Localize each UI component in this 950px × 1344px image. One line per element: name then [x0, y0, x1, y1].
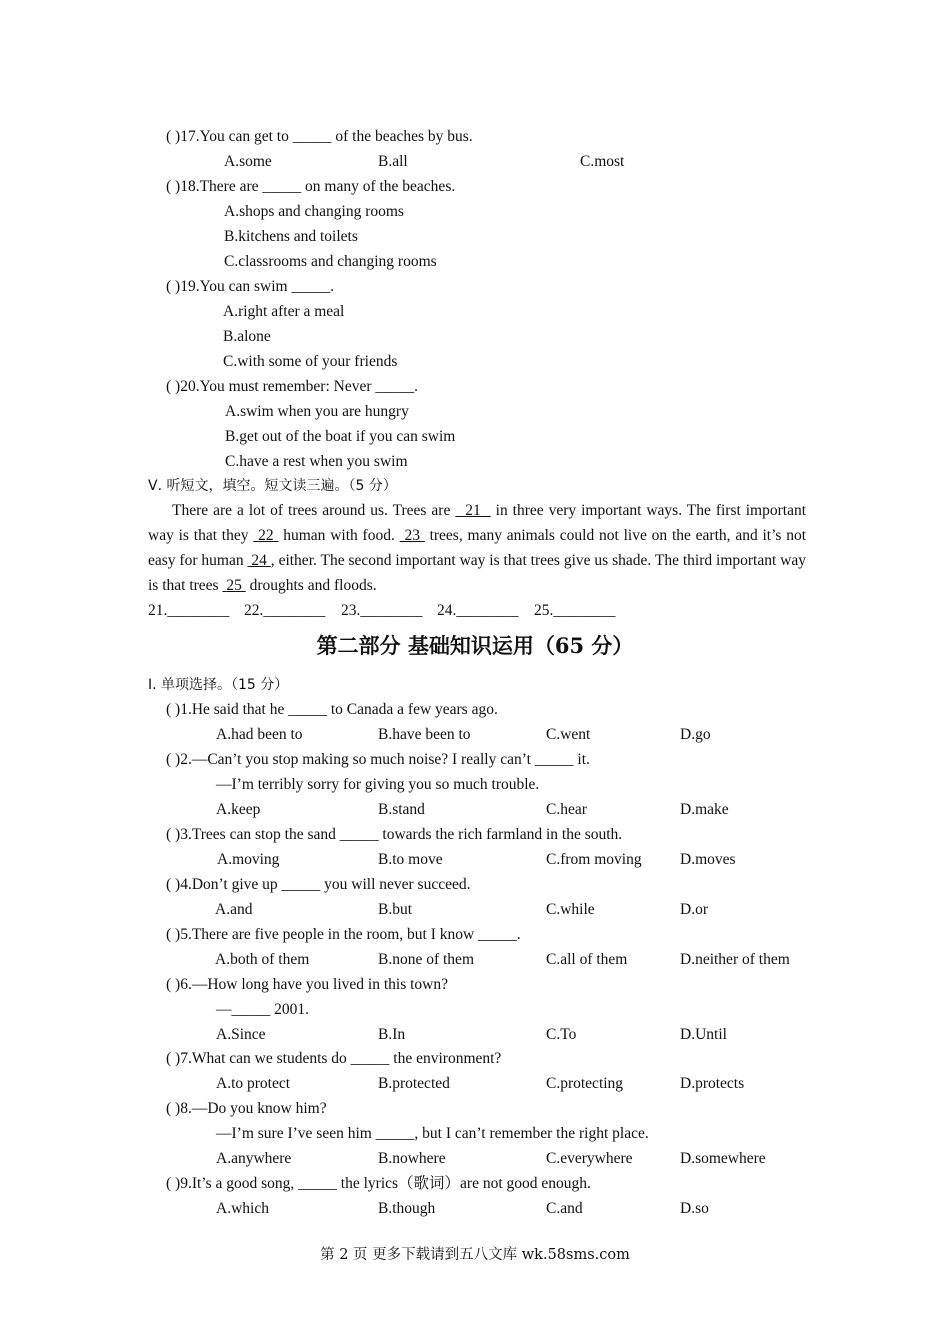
option-b: B.all: [378, 153, 408, 170]
option-a: A.swim when you are hungry: [225, 403, 409, 420]
passage-text: human with food.: [278, 527, 400, 544]
option-a: A.Since: [216, 1026, 266, 1043]
question-20: [166, 377, 418, 397]
option-a: A.anywhere: [216, 1150, 292, 1167]
option-a: A.and: [215, 901, 253, 918]
option-c: C.while: [546, 901, 595, 918]
question-reply: —_____ 2001.: [216, 1001, 309, 1018]
option-b: B.nowhere: [378, 1150, 446, 1167]
option-d: D.neither of them: [680, 951, 790, 968]
option-b: B.kitchens and toilets: [224, 228, 358, 245]
question-stem: 7.What can we students do _____ the environment?: [180, 1050, 502, 1067]
answer-paren: ( ): [166, 1100, 181, 1117]
answer-paren: ( ): [166, 751, 181, 768]
question-1: [166, 700, 498, 720]
passage-text: trees, many animals could not live on the earth, and it’s not easy for human: [148, 527, 807, 569]
answer-paren: ( ): [166, 826, 181, 843]
answer-paren: ( ): [166, 701, 181, 718]
question-18: [166, 177, 455, 197]
option-c: C.all of them: [546, 951, 628, 968]
question-stem: 18.There are _____ on many of the beaches.: [180, 178, 456, 195]
option-a: A.some: [224, 153, 272, 170]
option-b: B.have been to: [378, 726, 471, 743]
option-b: B.though: [378, 1200, 436, 1217]
answer-paren: ( ): [166, 926, 181, 943]
question-6: [166, 975, 448, 995]
option-c: C.To: [546, 1026, 577, 1043]
blank-21: 21: [465, 502, 481, 519]
option-b: B.In: [378, 1026, 406, 1043]
question-stem: 1.He said that he _____ to Canada a few years ago.: [180, 701, 498, 718]
question-stem: 9.It’s a good song, _____ the lyrics（歌词）are not good enough.: [180, 1175, 591, 1192]
question-4: [166, 875, 470, 895]
answer-paren: ( ): [166, 278, 181, 295]
option-b: B.to move: [378, 851, 443, 868]
option-c: C.went: [546, 726, 591, 743]
answer-paren: ( ): [166, 876, 181, 893]
page-footer: 第 2 页 更多下载请到五八文库 wk.58sms.com: [320, 1247, 630, 1263]
option-d: D.moves: [680, 851, 736, 868]
option-b: B.none of them: [378, 951, 474, 968]
option-a: A.both of them: [215, 951, 310, 968]
question-stem: 4.Don’t give up _____ you will never succeed.: [180, 876, 471, 893]
blank-24: 24: [251, 552, 267, 569]
question-stem: 5.There are five people in the room, but I know _____.: [180, 926, 521, 943]
passage-text: in three very important ways. The first important way is that they: [148, 502, 807, 544]
option-d: D.or: [680, 901, 708, 918]
option-b: B.protected: [378, 1075, 450, 1092]
answer-blank-24: 24.________: [437, 602, 519, 619]
option-c: C.from moving: [546, 851, 642, 868]
passage-text: There are a lot of trees around us. Trees are: [172, 502, 456, 519]
option-a: A.right after a meal: [223, 303, 345, 320]
part-2-title: 第二部分 基础知识运用（65 分）: [316, 633, 634, 658]
question-17: [166, 127, 473, 147]
option-c: C.protecting: [546, 1075, 624, 1092]
option-b: B.get out of the boat if you can swim: [225, 428, 456, 445]
option-a: A.which: [216, 1200, 269, 1217]
question-5: [166, 925, 521, 945]
option-a: A.moving: [217, 851, 280, 868]
option-c: C.most: [580, 153, 625, 170]
option-d: D.make: [680, 801, 729, 818]
answer-paren: ( ): [166, 128, 181, 145]
answer-paren: ( ): [166, 178, 181, 195]
option-d: D.so: [680, 1200, 709, 1217]
blank-22: 22: [258, 527, 274, 544]
answer-blank-25: 25.________: [534, 602, 616, 619]
option-c: C.classrooms and changing rooms: [224, 253, 437, 270]
question-stem: 17.You can get to _____ of the beaches by bus.: [180, 128, 473, 145]
option-a: A.had been to: [216, 726, 303, 743]
question-7: [166, 1049, 501, 1069]
option-b: B.alone: [223, 328, 271, 345]
question-stem: 8.—Do you know him?: [180, 1100, 327, 1117]
answer-paren: ( ): [166, 1050, 181, 1067]
question-stem: 2.—Can’t you stop making so much noise? I really can’t _____ it.: [180, 751, 590, 768]
option-b: B.but: [378, 901, 413, 918]
question-stem: 6.—How long have you lived in this town?: [180, 976, 448, 993]
answer-paren: ( ): [166, 1175, 181, 1192]
question-reply: —I’m terribly sorry for giving you so much trouble.: [216, 776, 540, 793]
option-d: D.Until: [680, 1026, 727, 1043]
option-c: C.everywhere: [546, 1150, 633, 1167]
passage-text: , either. The second important way is that trees give us shade. The third important way is that trees: [148, 552, 806, 594]
option-c: C.hear: [546, 801, 587, 818]
option-b: B.stand: [378, 801, 425, 818]
option-d: D.somewhere: [680, 1150, 766, 1167]
option-c: C.and: [546, 1200, 583, 1217]
section-5-heading: Ⅴ. 听短文，填空。短文读三遍。（5 分）: [148, 478, 397, 494]
answer-paren: ( ): [166, 378, 181, 395]
question-reply: —I’m sure I’ve seen him _____, but I can’t remember the right place.: [216, 1125, 649, 1142]
blank-23: 23: [404, 527, 420, 544]
passage-text: droughts and floods.: [245, 577, 377, 594]
question-2: [166, 750, 590, 770]
option-d: D.go: [680, 726, 711, 743]
answer-blank-23: 23.________: [341, 602, 423, 619]
option-a: A.to protect: [216, 1075, 291, 1092]
question-3: [166, 825, 622, 845]
question-stem: 19.You can swim _____.: [180, 278, 335, 295]
question-19: [166, 277, 334, 297]
option-c: C.with some of your friends: [223, 353, 398, 370]
answer-blank-21: 21.________: [148, 602, 230, 619]
passage: [148, 498, 806, 598]
question-stem: 3.Trees can stop the sand _____ towards the rich farmland in the south.: [180, 826, 623, 843]
option-a: A.keep: [216, 801, 261, 818]
section-1-heading: Ⅰ. 单项选择。（15 分）: [148, 677, 289, 693]
answer-paren: ( ): [166, 976, 181, 993]
answer-blank-22: 22.________: [244, 602, 326, 619]
question-9: [166, 1174, 591, 1194]
blank-25: 25: [226, 577, 242, 594]
question-stem: 20.You must remember: Never _____.: [180, 378, 418, 395]
question-8: [166, 1099, 327, 1119]
option-c: C.have a rest when you swim: [225, 453, 408, 470]
option-a: A.shops and changing rooms: [224, 203, 404, 220]
option-d: D.protects: [680, 1075, 745, 1092]
